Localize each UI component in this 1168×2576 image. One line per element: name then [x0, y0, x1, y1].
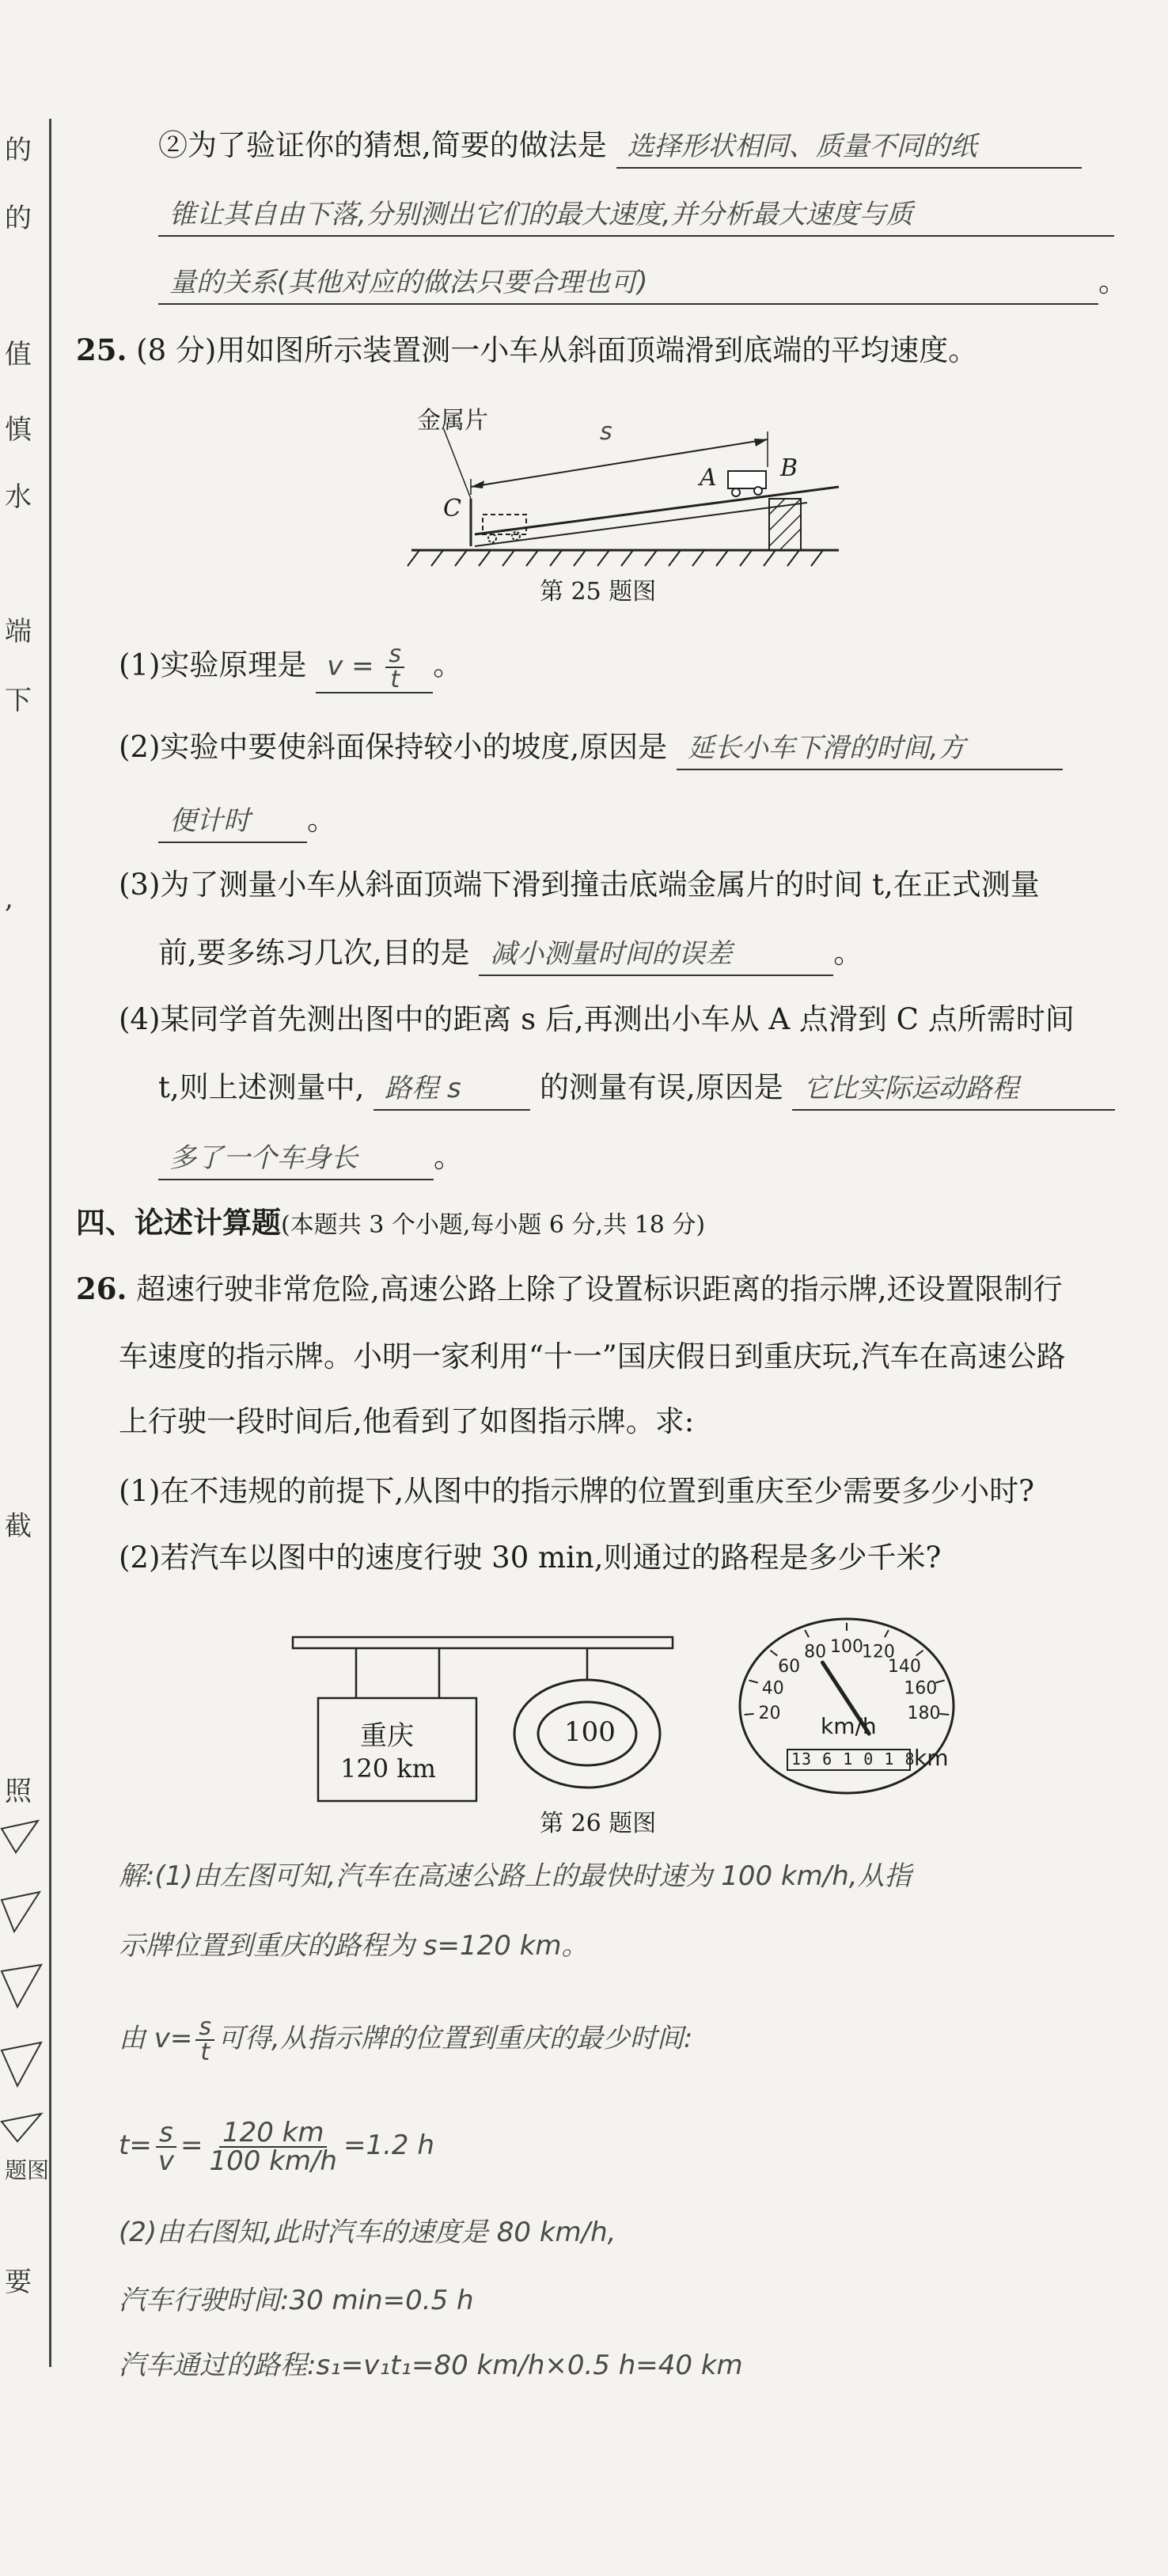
speedo-tick	[749, 1681, 757, 1683]
margin-fragment: 题图	[5, 2157, 50, 2183]
solution-line-3	[119, 2011, 692, 2066]
figure-caption-25: 第 25 题图	[540, 578, 657, 606]
q24-prompt: ②为了验证你的猜想,简要的做法是	[158, 128, 607, 162]
q25-part2-answer-2: 便计时	[158, 800, 307, 843]
q25-part4-line2	[158, 1067, 1115, 1111]
formula-text: t=	[119, 2130, 152, 2161]
speedo-tick-label: 40	[761, 1678, 784, 1699]
speedo-tick-label: 20	[758, 1703, 781, 1723]
cone-sketches	[0, 1813, 47, 2145]
odometer: 13 6 1 0 1 8	[791, 1750, 916, 1769]
q24-answer-2: 锥让其自由下落,分别测出它们的最大速度,并分析最大速度与质	[158, 194, 1114, 237]
q25-part2	[119, 727, 1063, 770]
q24-line2	[158, 193, 1114, 237]
solution-line-1: 解:(1)由左图可知,汽车在高速公路上的最快时速为 100 km/h,从指	[119, 1860, 912, 1892]
margin-fragment: ,	[5, 883, 13, 914]
q25-part4-line3	[158, 1137, 463, 1180]
speedo-tick	[805, 1630, 809, 1637]
sign-city: 重庆	[360, 1720, 414, 1752]
fraction-numerator: s	[385, 643, 404, 668]
q25-part4-answer-1: 路程 s	[374, 1068, 530, 1111]
q25-part4-line1: (4)某同学首先测出图中的距离 s 后,再测出小车从 A 点滑到 C 点所需时间	[119, 1002, 1075, 1036]
margin-fragment: 截	[5, 1510, 32, 1542]
q26-part1: (1)在不违规的前提下,从图中的指示牌的位置到重庆至少需要多少小时?	[119, 1474, 1035, 1508]
fraction-denominator: t	[390, 666, 400, 693]
solution-line-2: 示牌位置到重庆的路程为 s=120 km。	[119, 1930, 589, 1962]
q25-part1-text: (1)实验原理是	[119, 648, 307, 682]
solution-line-6: 汽车行驶时间:30 min=0.5 h	[119, 2285, 474, 2316]
figure-caption-26: 第 26 题图	[540, 1810, 657, 1837]
q25-stem	[76, 329, 977, 371]
label-s: s	[600, 418, 612, 446]
q24-line3	[158, 261, 1128, 305]
speedo-tick	[916, 1651, 923, 1656]
margin-divider	[49, 119, 51, 2367]
margin-fragment: 要	[5, 2266, 32, 2298]
label-metal-plate: 金属片	[417, 407, 488, 435]
fraction-denominator: v	[157, 2145, 174, 2177]
speedo-tick-label: 180	[907, 1703, 941, 1723]
speedo-tick	[885, 1630, 889, 1637]
solution-line-5: (2)由右图知,此时汽车的速度是 80 km/h,	[119, 2217, 616, 2248]
formula-text: =	[180, 2130, 203, 2161]
fraction-numerator: s	[195, 2016, 214, 2041]
q25-part1-answer	[316, 640, 433, 693]
q25-part4-answer-3: 多了一个车身长	[158, 1138, 434, 1180]
q24-answer-3: 量的关系(其他对应的做法只要合理也可)	[158, 262, 1098, 305]
question-number: 26.	[76, 1271, 127, 1306]
fraction-numerator: s	[156, 2119, 176, 2148]
q24-line1	[158, 125, 1082, 169]
margin-fragment: 慎	[5, 414, 32, 446]
speedo-tick-label: 100	[830, 1637, 863, 1657]
q25-part4-text-mid: 的测量有误,原因是	[539, 1070, 783, 1104]
speedo-tick	[770, 1651, 777, 1656]
q25-part3-line1: (3)为了测量小车从斜面顶端下滑到撞击底端金属片的时间 t,在正式测量	[119, 868, 1040, 902]
q25-part3-text: 前,要多练习几次,目的是	[158, 936, 470, 970]
q25-part3-end: 。	[833, 936, 863, 970]
q25-part2-cont	[158, 800, 336, 843]
q24-end: 。	[1098, 264, 1128, 298]
formula-text: 可得,从指示牌的位置到重庆的最少时间:	[218, 2023, 693, 2054]
section-note: (本题共 3 个小题,每小题 6 分,共 18 分)	[281, 1211, 706, 1239]
margin-fragment: 下	[5, 685, 32, 716]
q25-part4-text: t,则上述测量中,	[158, 1070, 365, 1104]
q25-part2-end: 。	[307, 803, 336, 837]
label-A: A	[700, 464, 717, 492]
formula-lhs: v =	[327, 650, 374, 682]
q25-part4-answer-2: 它比实际运动路程	[792, 1068, 1115, 1111]
margin-fragment: 值	[5, 339, 32, 370]
q25-part2-answer-1: 延长小车下滑的时间,方	[677, 728, 1063, 770]
label-C: C	[443, 495, 461, 522]
speed-limit-value: 100	[564, 1716, 616, 1748]
fraction-denominator: t	[200, 2038, 210, 2066]
speedo-tick	[745, 1714, 754, 1715]
margin-fragment: 照	[5, 1776, 32, 1807]
margin-fragment: 端	[5, 616, 32, 648]
margin-fragment: 的	[5, 203, 32, 234]
section-title: 四、论述计算题	[76, 1205, 281, 1240]
odometer-unit: km	[914, 1745, 949, 1771]
solution-line-7: 汽车通过的路程:s₁=v₁t₁=80 km/h×0.5 h=40 km	[119, 2350, 743, 2381]
speedo-tick-label: 160	[904, 1678, 938, 1699]
speedo-tick-label: 140	[887, 1657, 921, 1677]
sign-distance: 120 km	[340, 1753, 436, 1784]
speedo-tick-label: 60	[778, 1657, 801, 1677]
q26-line3: 上行驶一段时间后,他看到了如图指示牌。求:	[119, 1404, 695, 1438]
margin-fragment: 水	[5, 481, 32, 513]
fraction-denominator: 100 km/h	[209, 2145, 337, 2177]
q25-part3-line2	[158, 933, 863, 976]
q24-answer-1: 选择形状相同、质量不同的纸	[616, 126, 1082, 169]
q26-line1	[76, 1268, 1063, 1310]
speedo-tick-label: 80	[804, 1642, 827, 1662]
speedo-tick	[939, 1714, 949, 1715]
question-number: 25.	[76, 332, 127, 367]
q25-part3-answer: 减小测量时间的误差	[479, 933, 833, 976]
formula-text: =1.2 h	[343, 2130, 434, 2161]
q25-part2-text: (2)实验中要使斜面保持较小的坡度,原因是	[119, 730, 668, 764]
label-B: B	[780, 454, 798, 482]
q25-part1	[119, 640, 463, 693]
speedo-unit: km/h	[821, 1713, 877, 1739]
q25-part1-end: 。	[433, 648, 463, 682]
q25-part4-end: 。	[434, 1140, 463, 1174]
q26-line1-text: 超速行驶非常危险,高速公路上除了设置标识距离的指示牌,还设置限制行	[136, 1272, 1063, 1306]
margin-fragment: 的	[5, 135, 32, 166]
formula-text: 由 v=	[119, 2023, 193, 2054]
q25-stem-text: (8 分)用如图所示装置测一小车从斜面顶端滑到底端的平均速度。	[136, 333, 978, 367]
fraction-numerator: 120 km	[219, 2119, 328, 2148]
section-header	[76, 1202, 705, 1246]
q26-part2: (2)若汽车以图中的速度行驶 30 min,则通过的路程是多少千米?	[119, 1541, 942, 1575]
q26-line2: 车速度的指示牌。小明一家利用“十一”国庆假日到重庆玩,汽车在高速公路	[119, 1339, 1066, 1373]
solution-line-4	[119, 2114, 434, 2177]
speedo-tick-label: 120	[861, 1642, 895, 1662]
speedometer	[728, 1607, 965, 1805]
